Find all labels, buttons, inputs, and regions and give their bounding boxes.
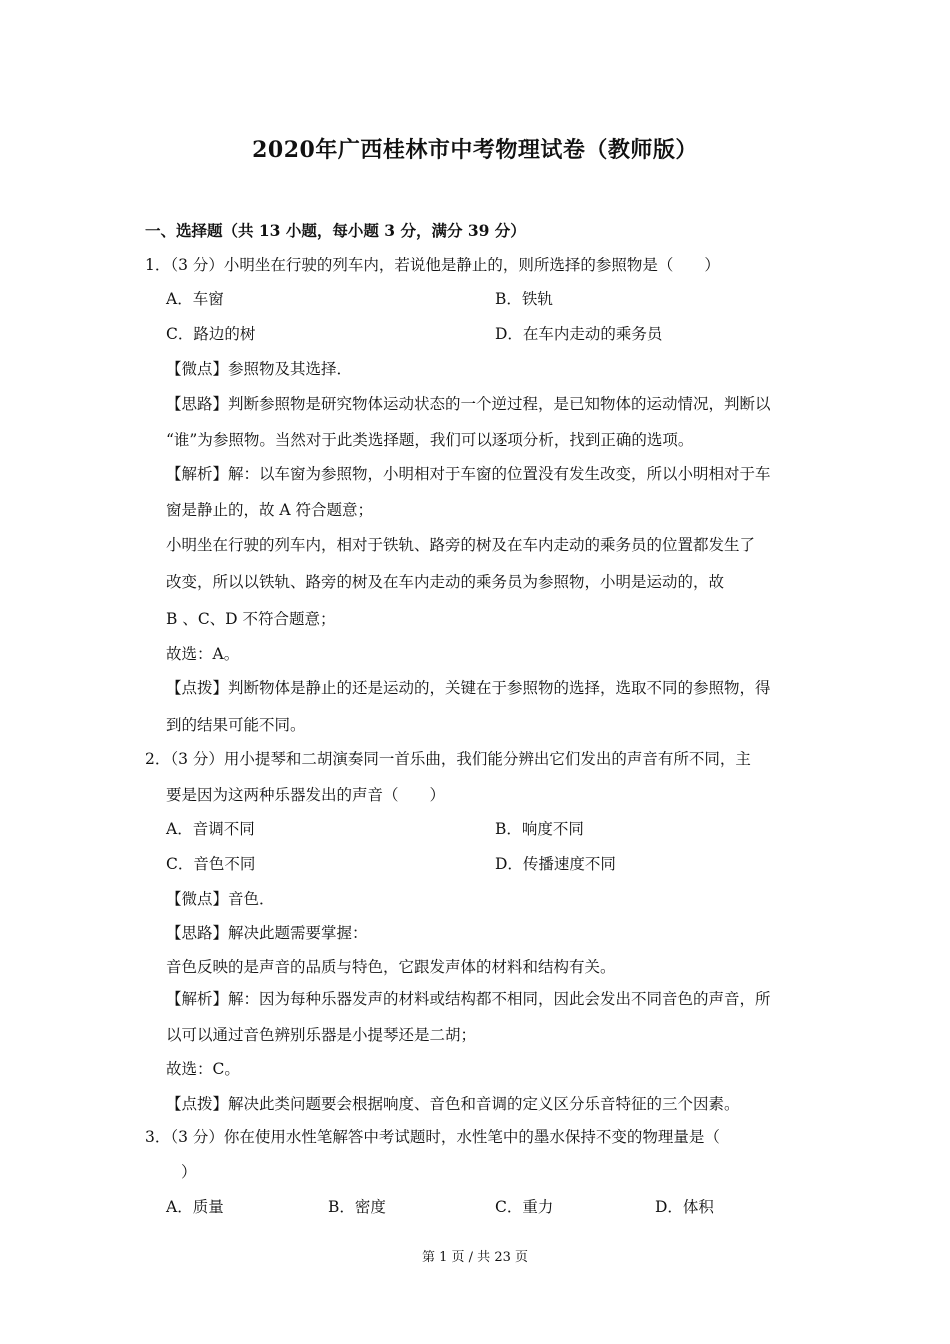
q2-silu-line1: 【思路】解决此题需要掌握： <box>166 924 368 942</box>
page-title: 2020年广西桂林市中考物理试卷（教师版） <box>252 137 698 163</box>
q1-stem: 1．（3 分）小明坐在行驶的列车内，若说他是静止的，则所选择的参照物是（ ） <box>145 256 720 274</box>
q1-silu-line2: “谁”为参照物。当然对于此类选择题，我们可以逐项分析，找到正确的选项。 <box>166 431 694 449</box>
q2-option-d: D．传播速度不同 <box>495 855 616 873</box>
q2-option-c: C．音色不同 <box>166 855 256 873</box>
q1-option-d: D．在车内走动的乘务员 <box>495 325 663 343</box>
page-footer: 第 1 页 / 共 23 页 <box>422 1250 528 1265</box>
q2-dianbo: 【点拨】解决此类问题要会根据响度、音色和音调的定义区分乐音特征的三个因素。 <box>166 1095 740 1113</box>
q3-option-b: B．密度 <box>328 1198 386 1216</box>
q2-weidian: 【微点】音色． <box>166 890 275 908</box>
q1-answer: 故选：A。 <box>166 645 240 663</box>
q1-weidian: 【微点】参照物及其选择． <box>166 360 353 378</box>
q1-option-c: C．路边的树 <box>166 325 256 343</box>
q1-jiexi-line5: B 、C、D 不符合题意； <box>166 610 336 628</box>
q2-jiexi-line1: 【解析】解：因为每种乐器发声的材料或结构都不相同，因此会发出不同音色的声音，所 <box>166 990 771 1008</box>
q1-option-b: B．铁轨 <box>495 290 553 308</box>
q2-option-b: B．响度不同 <box>495 820 584 838</box>
q1-dianbo-line1: 【点拨】判断物体是静止的还是运动的，关键在于参照物的选择，选取不同的参照物，得 <box>166 679 771 697</box>
q1-jiexi-line4: 改变，所以以铁轨、路旁的树及在车内走动的乘务员为参照物，小明是运动的，故 <box>166 573 725 591</box>
q2-option-a: A．音调不同 <box>166 820 255 838</box>
q1-jiexi-line3: 小明坐在行驶的列车内，相对于铁轨、路旁的树及在车内走动的乘务员的位置都发生了 <box>166 536 756 554</box>
q3-stem-line2: ） <box>181 1163 197 1181</box>
q3-option-a: A．质量 <box>166 1198 224 1216</box>
q3-stem-line1: 3．（3 分）你在使用水性笔解答中考试题时，水性笔中的墨水保持不变的物理量是（ <box>145 1128 720 1146</box>
q2-jiexi-line2: 以可以通过音色辨别乐器是小提琴还是二胡； <box>166 1026 477 1044</box>
q1-option-a: A．车窗 <box>166 290 224 308</box>
q2-stem-line2: 要是因为这两种乐器发出的声音（ ） <box>166 786 446 804</box>
q3-option-d: D．体积 <box>655 1198 714 1216</box>
q2-answer: 故选：C。 <box>166 1060 240 1078</box>
q1-jiexi-line2: 窗是静止的，故 A 符合题意； <box>166 501 374 519</box>
section-heading: 一、选择题（共 13 小题，每小题 3 分，满分 39 分） <box>145 221 526 240</box>
q1-jiexi-line1: 【解析】解：以车窗为参照物，小明相对于车窗的位置没有发生改变，所以小明相对于车 <box>166 465 771 483</box>
q1-silu-line1: 【思路】判断参照物是研究物体运动状态的一个逆过程，是已知物体的运动情况，判断以 <box>166 395 771 413</box>
q3-option-c: C．重力 <box>495 1198 554 1216</box>
q1-dianbo-line2: 到的结果可能不同。 <box>166 716 306 734</box>
q2-stem-line1: 2．（3 分）用小提琴和二胡演奏同一首乐曲，我们能分辨出它们发出的声音有所不同，主 <box>145 750 751 768</box>
q2-silu-line2: 音色反映的是声音的品质与特色，它跟发声体的材料和结构有关。 <box>166 958 616 976</box>
